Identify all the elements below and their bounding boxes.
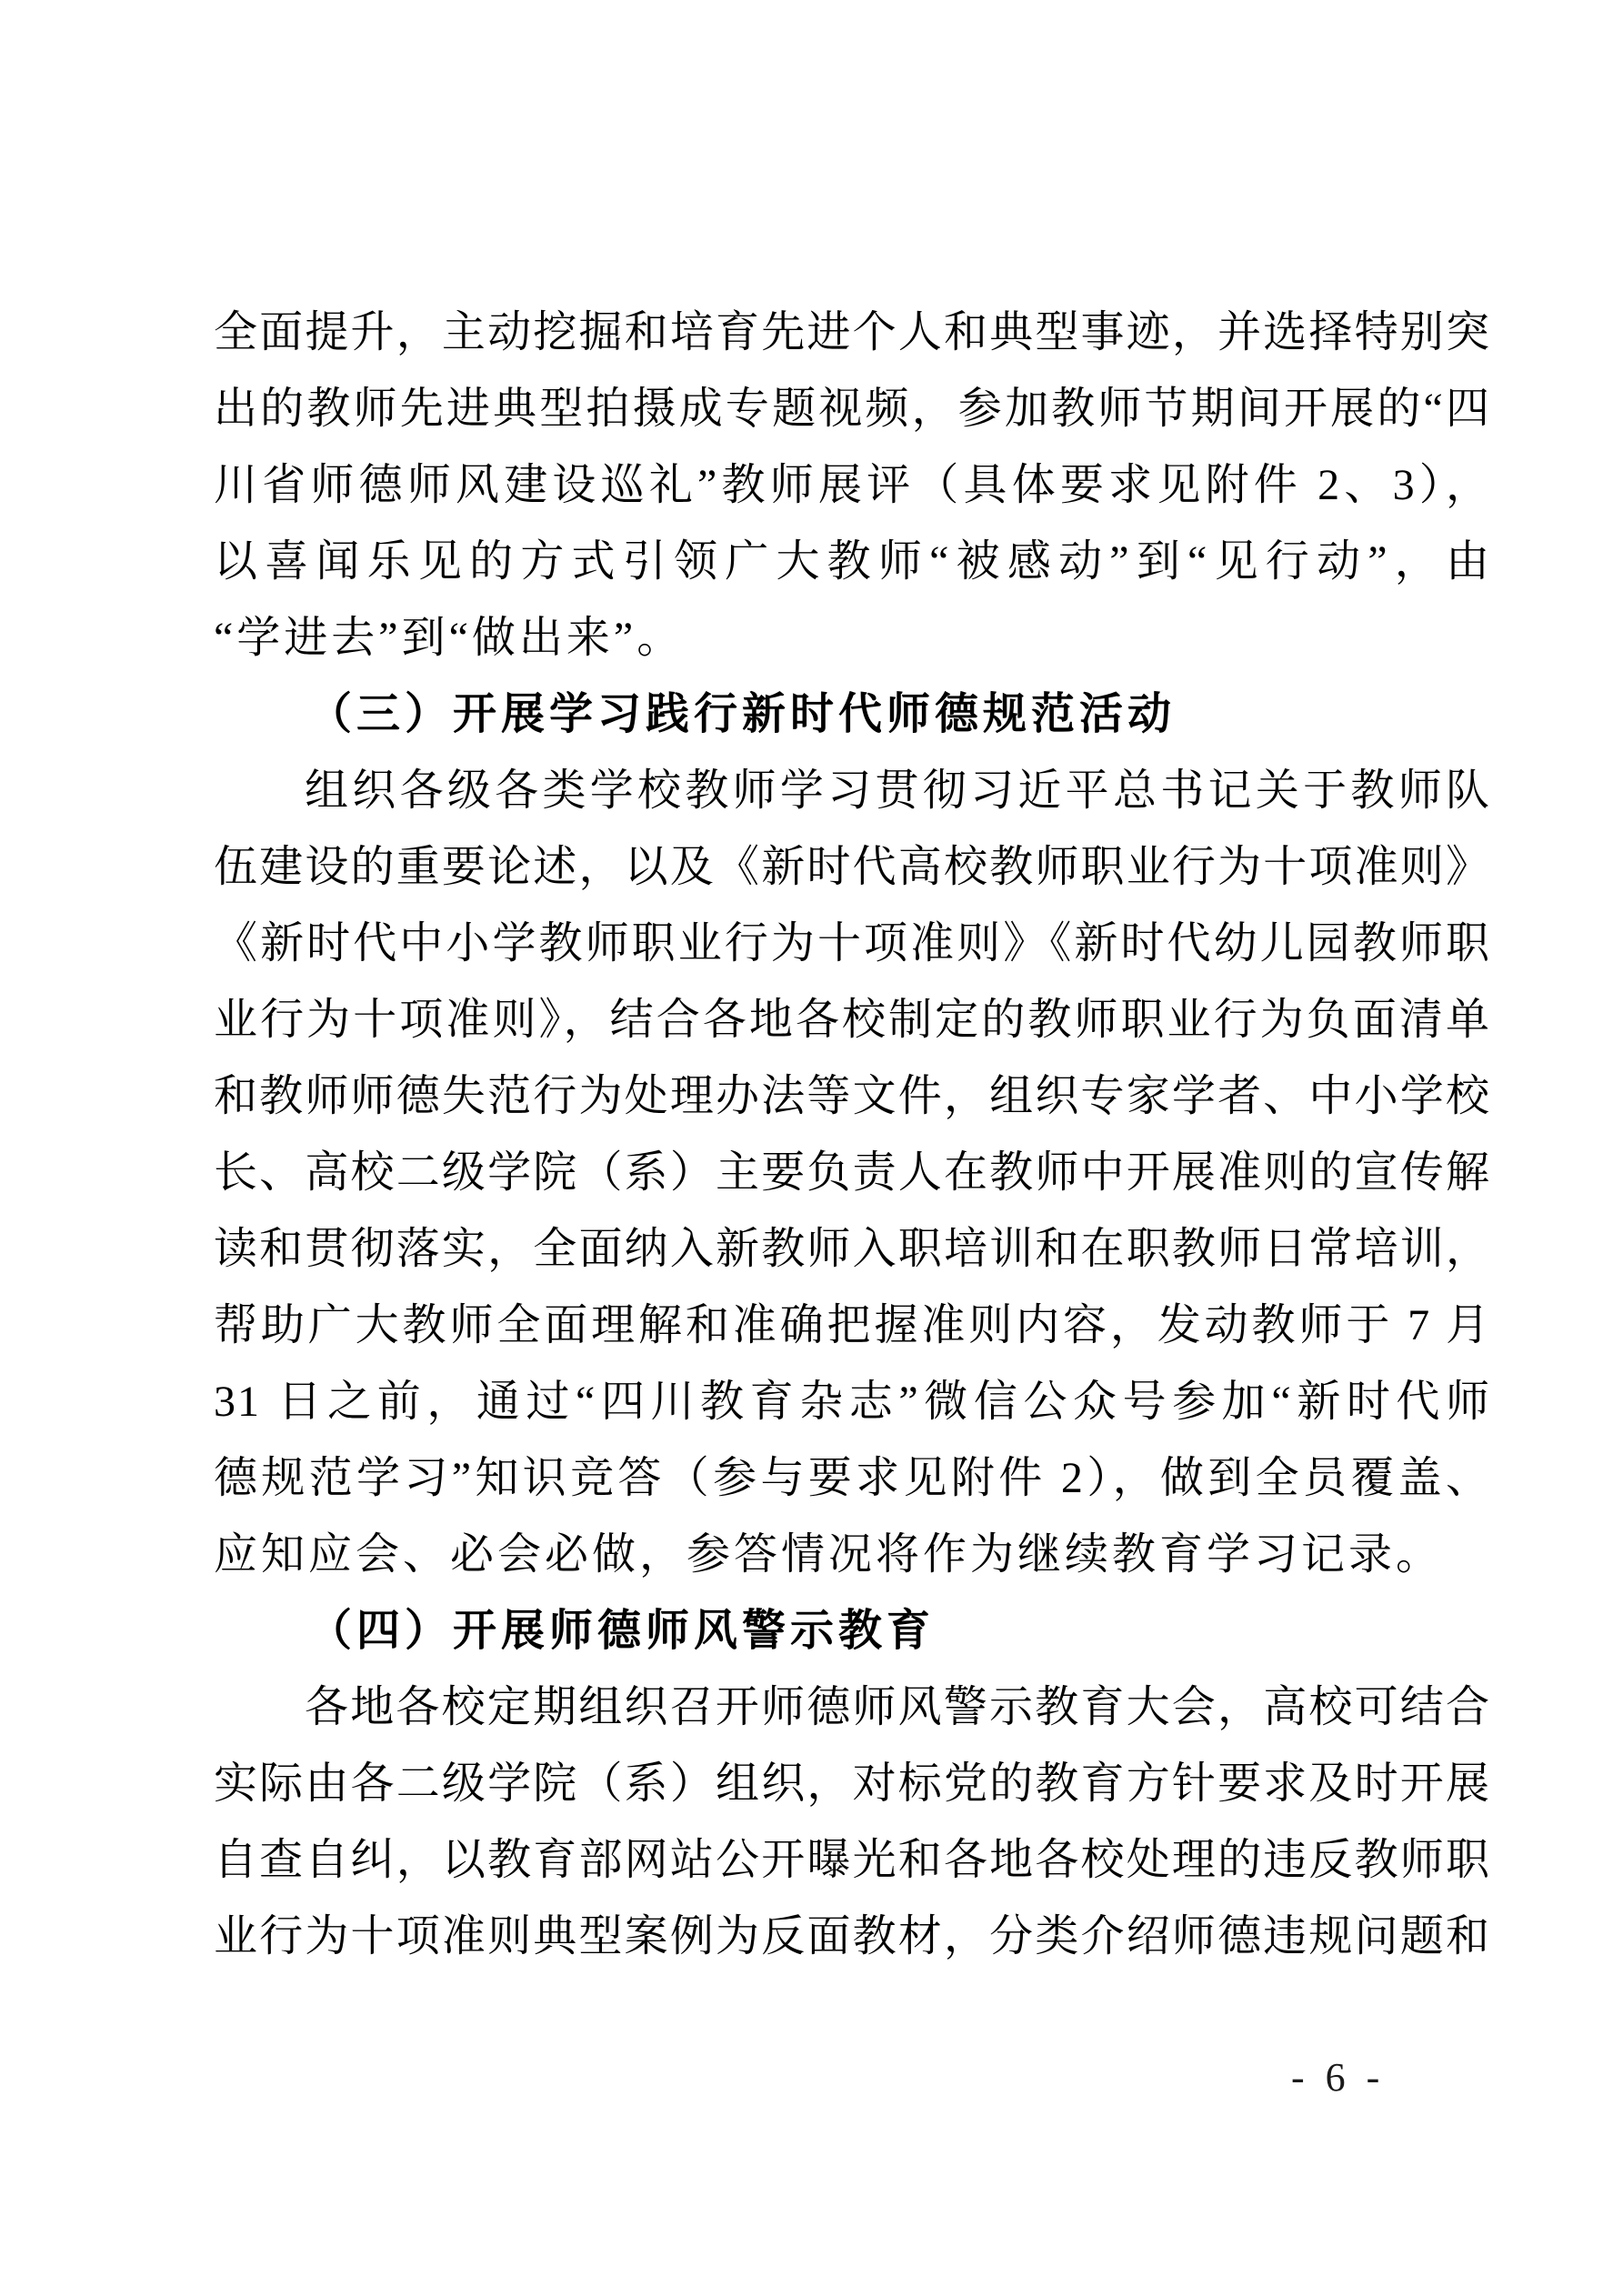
page-number: - 6 - bbox=[1291, 2055, 1386, 2100]
section-heading-3: （三）开展学习践行新时代师德规范活动 bbox=[308, 690, 1177, 738]
paragraph-section-3-line-11: 应知应会、必会必做，参答情况将作为继续教育学习记录。 bbox=[214, 1530, 1444, 1579]
paragraph-section-4-line-3: 自查自纠，以教育部网站公开曝光和各地各校处理的违反教师职 bbox=[214, 1836, 1491, 1884]
paragraph-section-3-line-8: 帮助广大教师全面理解和准确把握准则内容，发动教师于 7 月 bbox=[214, 1301, 1491, 1349]
paragraph-continuation-line-1: 全面提升，主动挖掘和培育先进个人和典型事迹，并选择特别突 bbox=[214, 308, 1491, 356]
paragraph-section-3-line-2: 伍建设的重要论述，以及《新时代高校教师职业行为十项准则》 bbox=[214, 843, 1491, 891]
paragraph-section-3-line-3: 《新时代中小学教师职业行为十项准则》《新时代幼儿园教师职 bbox=[214, 919, 1491, 968]
paragraph-continuation-line-5: “学进去”到“做出来”。 bbox=[214, 614, 685, 662]
document-text bbox=[214, 295, 1491, 1975]
paragraph-section-3-line-9: 31 日之前，通过“四川教育杂志”微信公众号参加“新时代师 bbox=[214, 1378, 1491, 1426]
paragraph-section-4-line-4: 业行为十项准则典型案例为反面教材，分类介绍师德违规问题和 bbox=[214, 1912, 1491, 1960]
paragraph-continuation-line-2: 出的教师先进典型拍摄成专题视频，参加教师节期间开展的“四 bbox=[214, 385, 1491, 433]
paragraph-continuation-line-3: 川省师德师风建设巡礼”教师展评（具体要求见附件 2、3）， bbox=[214, 461, 1491, 509]
paragraph-section-3-line-7: 读和贯彻落实，全面纳入新教师入职培训和在职教师日常培训， bbox=[214, 1225, 1491, 1273]
paragraph-continuation-line-4: 以喜闻乐见的方式引领广大教师“被感动”到“见行动”，由 bbox=[214, 537, 1491, 586]
section-heading-4: （四）开展师德师风警示教育 bbox=[308, 1607, 936, 1655]
paragraph-section-4-line-1: 各地各校定期组织召开师德师风警示教育大会，高校可结合 bbox=[305, 1683, 1491, 1731]
paragraph-section-4-line-2: 实际由各二级学院（系）组织，对标党的教育方针要求及时开展 bbox=[214, 1760, 1491, 1808]
paragraph-section-3-line-10: 德规范学习”知识竞答（参与要求见附件 2），做到全员覆盖、 bbox=[214, 1454, 1491, 1502]
paragraph-section-3-line-4: 业行为十项准则》，结合各地各校制定的教师职业行为负面清单 bbox=[214, 996, 1491, 1044]
paragraph-section-3-line-5: 和教师师德失范行为处理办法等文件，组织专家学者、中小学校 bbox=[214, 1072, 1491, 1120]
paragraph-section-3-line-6: 长、高校二级学院（系）主要负责人在教师中开展准则的宣传解 bbox=[214, 1148, 1491, 1197]
paragraph-section-3-line-1: 组织各级各类学校教师学习贯彻习近平总书记关于教师队 bbox=[305, 767, 1491, 815]
